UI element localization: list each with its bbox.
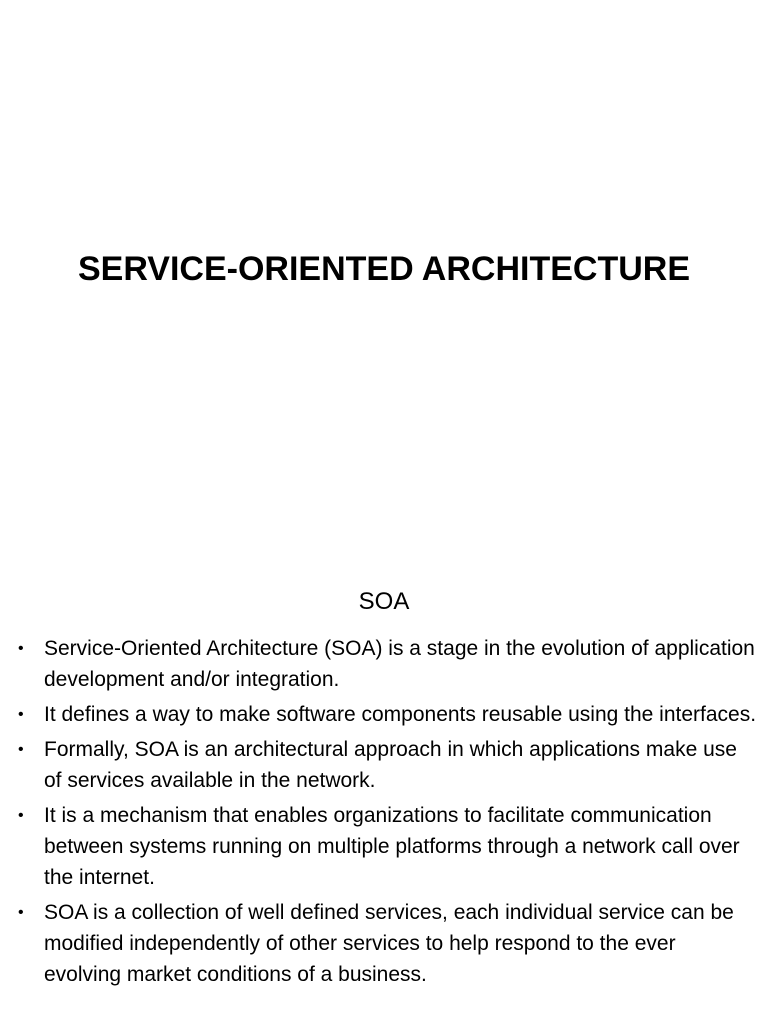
bullet-text: Formally, SOA is an architectural approach in which applications make use of services available in the network. [44, 738, 737, 792]
bullet-list [18, 633, 758, 994]
section-heading: SOA [358, 588, 410, 615]
bullet-marker: • [18, 706, 24, 723]
bullet-text: It defines a way to make software components reusable using the interfaces. [44, 703, 757, 726]
bullet-item [18, 633, 758, 695]
slide-title: SERVICE-ORIENTED ARCHITECTURE [77, 250, 691, 288]
bullet-item [18, 699, 758, 730]
bullet-text: Service-Oriented Architecture (SOA) is a stage in the evolution of application development and/or integration. [44, 637, 755, 691]
bullet-marker: • [18, 741, 24, 758]
bullet-item [18, 734, 758, 796]
bullet-marker: • [18, 904, 24, 921]
bullet-text: It is a mechanism that enables organizations to facilitate communication between systems running on multiple platforms through a network call over the internet. [44, 804, 740, 889]
bullet-text: SOA is a collection of well defined services, each individual service can be modified independently of other services to help respond to the ever evolving market conditions of a business. [44, 901, 734, 986]
bullet-item [18, 800, 758, 893]
bullet-marker: • [18, 807, 24, 824]
bullet-marker: • [18, 640, 24, 657]
bullet-item [18, 897, 758, 990]
